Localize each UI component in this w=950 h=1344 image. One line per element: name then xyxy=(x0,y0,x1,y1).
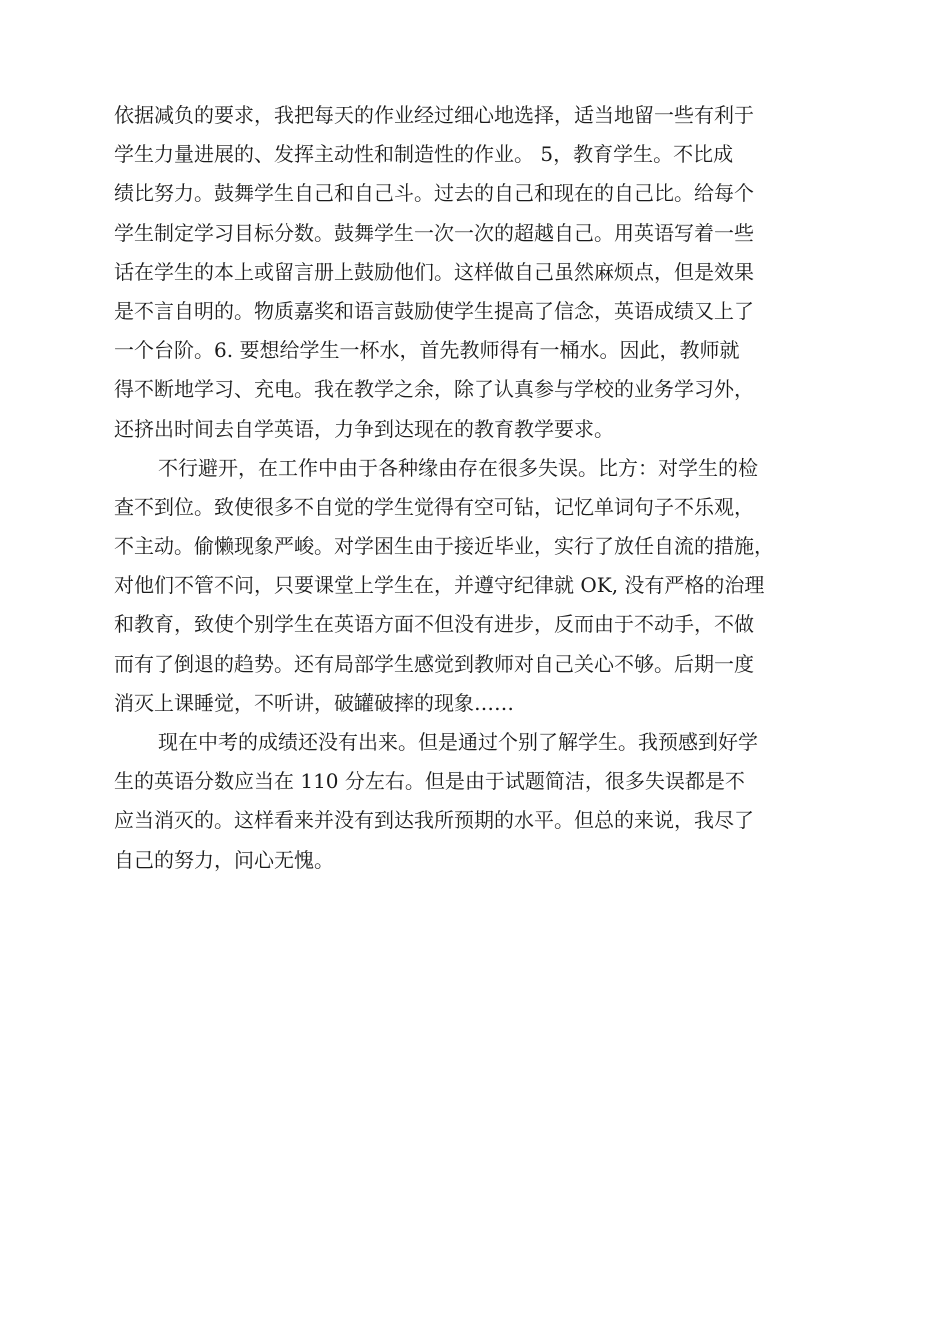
paragraph-line: 话在学生的本上或留言册上鼓励他们。这样做自己虽然麻烦点，但是效果 xyxy=(114,259,754,284)
paragraph-line: 和教育，致使个别学生在英语方面不但没有进步，反而由于不动手，不做 xyxy=(114,612,754,637)
paragraph-line: 查不到位。致使很多不自觉的学生觉得有空可钻，记忆单词句子不乐观， xyxy=(114,494,754,519)
paragraph-line: 还挤出时间去自学英语，力争到达现在的教育教学要求。 xyxy=(114,416,614,441)
paragraph-line: 学生制定学习目标分数。鼓舞学生一次一次的超越自己。用英语写着一些 xyxy=(114,220,754,245)
paragraph-line: 一个台阶。6. 要想给学生一杯水，首先教师得有一桶水。因此，教师就 xyxy=(114,338,740,363)
paragraph-line: 依据减负的要求，我把每天的作业经过细心地选择，适当地留一些有利于 xyxy=(114,103,754,127)
paragraph-3 xyxy=(114,723,850,880)
paragraph-line: 消灭上课睡觉，不听讲，破罐破摔的现象…… xyxy=(114,690,514,715)
paragraph-line: 应当消灭的。这样看来并没有到达我所预期的水平。但总的来说，我尽了 xyxy=(114,808,754,833)
paragraph-line: 不主动。偷懒现象严峻。对学困生由于接近毕业，实行了放任自流的措施， xyxy=(114,534,774,559)
paragraph-1 xyxy=(114,96,850,449)
paragraph-line: 学生力量进展的、发挥主动性和制造性的作业。 5，教育学生。不比成 xyxy=(114,142,734,167)
paragraph-line: 而有了倒退的趋势。还有局部学生感觉到教师对自己关心不够。后期一度 xyxy=(114,651,754,676)
paragraph-2 xyxy=(114,449,850,723)
paragraph-line: 现在中考的成绩还没有出来。但是通过个别了解学生。我预感到好学 xyxy=(158,730,758,754)
paragraph-line: 不行避开，在工作中由于各种缘由存在很多失误。比方：对学生的检 xyxy=(158,455,758,480)
paragraph-line: 生的英语分数应当在 110 分左右。但是由于试题简洁，很多失误都是不 xyxy=(114,769,745,794)
paragraph-line: 得不断地学习、充电。我在教学之余，除了认真参与学校的业务学习外， xyxy=(114,377,754,402)
paragraph-line: 绩比努力。鼓舞学生自己和自己斗。过去的自己和现在的自己比。给每个 xyxy=(114,181,754,206)
paragraph-line: 自己的努力，问心无愧。 xyxy=(114,847,334,872)
document-body xyxy=(114,96,850,880)
paragraph-line: 是不言自明的。物质嘉奖和语言鼓励使学生提高了信念，英语成绩又上了 xyxy=(114,298,754,323)
paragraph-line: 对他们不管不问，只要课堂上学生在，并遵守纪律就 OK, 没有严格的治理 xyxy=(114,573,765,598)
